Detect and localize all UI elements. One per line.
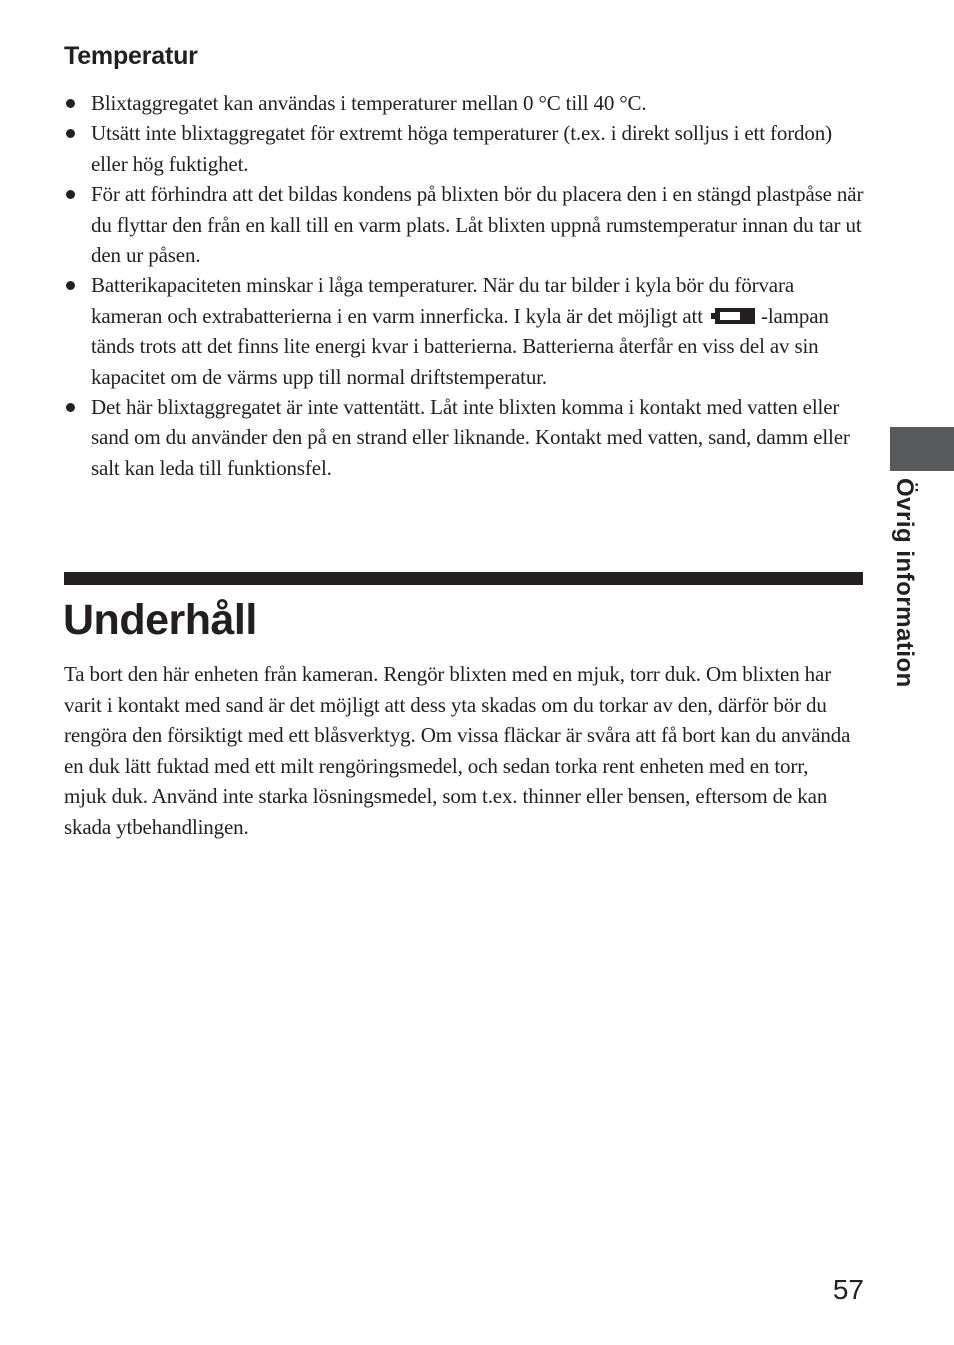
bullet-icon	[66, 281, 75, 290]
bullet-text: Utsätt inte blixtaggregatet för extremt höga temperaturer (t.ex. i direkt solljus i ett fordon) eller hög fuktighet.	[91, 121, 832, 176]
bullet-icon	[66, 190, 75, 199]
page-number: 57	[832, 1274, 864, 1305]
chapter-tab-label: Övrig information	[891, 478, 918, 688]
bullet-text: Det här blixtaggregatet är inte vattentätt. Låt inte blixten komma i kontakt med vatten eller sand om du använder den på en strand eller liknande. Kontakt med vatten, sand, damm eller salt kan leda till funktionsfel.	[91, 395, 850, 480]
bullet-icon	[66, 403, 75, 412]
bullet-text: För att förhindra att det bildas kondens på blixten bör du placera den i en stängd plastpåse när du flyttar den från en kall till en varm plats. Låt blixten uppnå rumstemperatur innan du tar ut den ur påsen.	[91, 182, 864, 268]
page-title-underhall: Underhåll	[63, 596, 257, 644]
bullet-item	[64, 392, 864, 483]
bullet-item	[64, 179, 864, 270]
bullet-icon	[66, 129, 75, 138]
bullet-item	[64, 270, 864, 392]
bullet-item	[64, 118, 864, 179]
maintenance-paragraph: Ta bort den här enheten från kameran. Rengör blixten med en mjuk, torr duk. Om blixten har varit i kontakt med sand är det möjligt att dess yta skadas om du torkar av den, därför bör du rengöra den försiktigt med ett blåsverktyg. Om vissa fläckar är svåra att få bort kan du använda en duk lätt fuktad med ett milt rengöringsmedel, och sedan torka rent enheten med en torr, mjuk duk. Använd inte starka lösningsmedel, som t.ex. thinner eller bensen, eftersom de kan skada ytbehandlingen.	[64, 662, 851, 839]
section-divider	[64, 572, 863, 585]
section-heading-temperatur: Temperatur	[64, 42, 198, 70]
temperature-bullet-list	[64, 88, 864, 483]
bullet-icon	[66, 99, 75, 108]
bullet-text-before-icon: Batterikapaciteten minskar i låga temperaturer. När du tar bilder i kyla bör du förvara kameran och extrabatterierna i en varm innerficka. I kyla är det möjligt att	[91, 273, 794, 328]
bullet-text-after-icon: -lampan tänds trots att det finns lite energi kvar i batterierna. Batterierna återfår en viss del av sin kapacitet om de värms upp till normal driftstemperatur.	[91, 303, 829, 389]
bullet-item	[64, 88, 864, 118]
bullet-text: Blixtaggregatet kan användas i temperaturer mellan 0 °C till 40 °C.	[91, 91, 647, 115]
low-battery-icon	[711, 308, 755, 324]
chapter-tab-marker	[890, 427, 954, 471]
